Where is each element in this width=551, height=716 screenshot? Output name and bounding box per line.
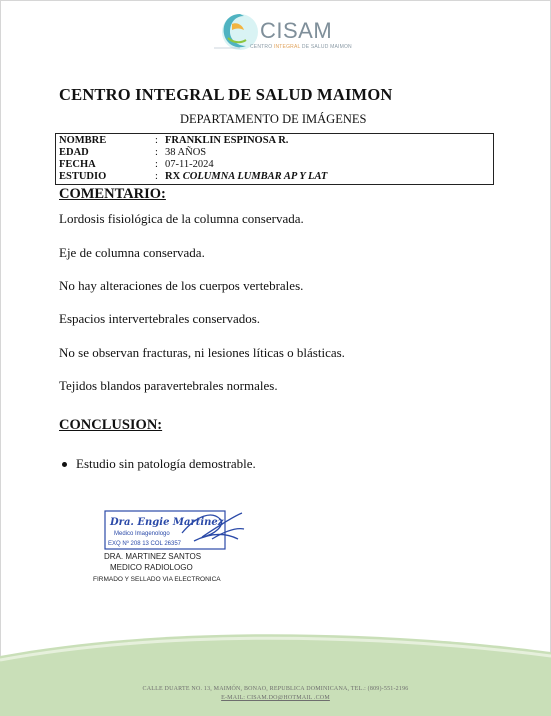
footer-wave: [0, 630, 551, 716]
clinic-name: CENTRO INTEGRAL DE SALUD MAIMON: [59, 85, 393, 104]
finding-item: No se observan fracturas, ni lesiones líticas o blásticas.: [59, 345, 345, 360]
separator: :: [155, 171, 158, 182]
conclusion-heading: CONCLUSION:: [59, 417, 163, 433]
patient-study-value: RX COLUMNA LUMBAR AP Y LAT: [165, 171, 328, 182]
stamp-graphic: [102, 505, 252, 555]
patient-age-value: 38 AÑOS: [165, 147, 207, 158]
footer-address: CALLE DUARTE NO. 13, MAIMÓN, BONAO, REPUBLICA DOMINICANA, TEL.: (809)-551-2196: [142, 686, 409, 692]
doctor-name: DRA. MARTINEZ SANTOS: [104, 552, 202, 561]
patient-name-value: FRANKLIN ESPINOSA R.: [165, 135, 289, 146]
stamp-ids: EXQ Nº 208 13 COL 26357: [108, 541, 182, 547]
patient-label: EDAD: [59, 147, 89, 158]
doctor-stamp: [102, 505, 252, 555]
footer-email: E-MAIL: CISAM.DO@HOTMAIL .COM: [221, 695, 330, 701]
stamp-name: Dra. Engie Martinez: [110, 517, 224, 528]
signature-note: FIRMADO Y SELLADO VIA ELECTRONICA: [93, 576, 221, 583]
conclusion-item: [76, 456, 256, 472]
doctor-title: MEDICO RADIOLOGO: [110, 563, 193, 572]
separator: :: [155, 135, 158, 146]
finding-item: Tejidos blandos paravertebrales normales.: [59, 378, 278, 393]
conclusion-text: Estudio sin patología demostrable.: [76, 456, 256, 471]
logo-wordmark: CISAM: [260, 18, 333, 43]
finding-item: No hay alteraciones de los cuerpos vertebrales.: [59, 278, 304, 293]
stamp-role: Medico Imagenologo: [114, 531, 170, 537]
patient-label: NOMBRE: [59, 135, 107, 146]
comment-heading: COMENTARIO:: [59, 186, 166, 202]
patient-info-box: [55, 133, 494, 185]
patient-label: FECHA: [59, 159, 96, 170]
finding-item: Eje de columna conservada.: [59, 245, 205, 260]
department-title: DEPARTAMENTO DE IMÁGENES: [180, 112, 367, 126]
finding-item: Espacios intervertebrales conservados.: [59, 311, 261, 326]
separator: :: [155, 159, 158, 170]
cisam-logo: [210, 8, 352, 56]
finding-item: Lordosis fisiológica de la columna conservada.: [59, 211, 304, 226]
logo-subtitle: CENTRO INTEGRAL DE SALUD MAIMON: [250, 44, 352, 50]
patient-date-value: 07-11-2024: [165, 159, 214, 170]
separator: :: [155, 147, 158, 158]
bullet-icon: [62, 462, 67, 467]
patient-label: ESTUDIO: [59, 171, 107, 182]
